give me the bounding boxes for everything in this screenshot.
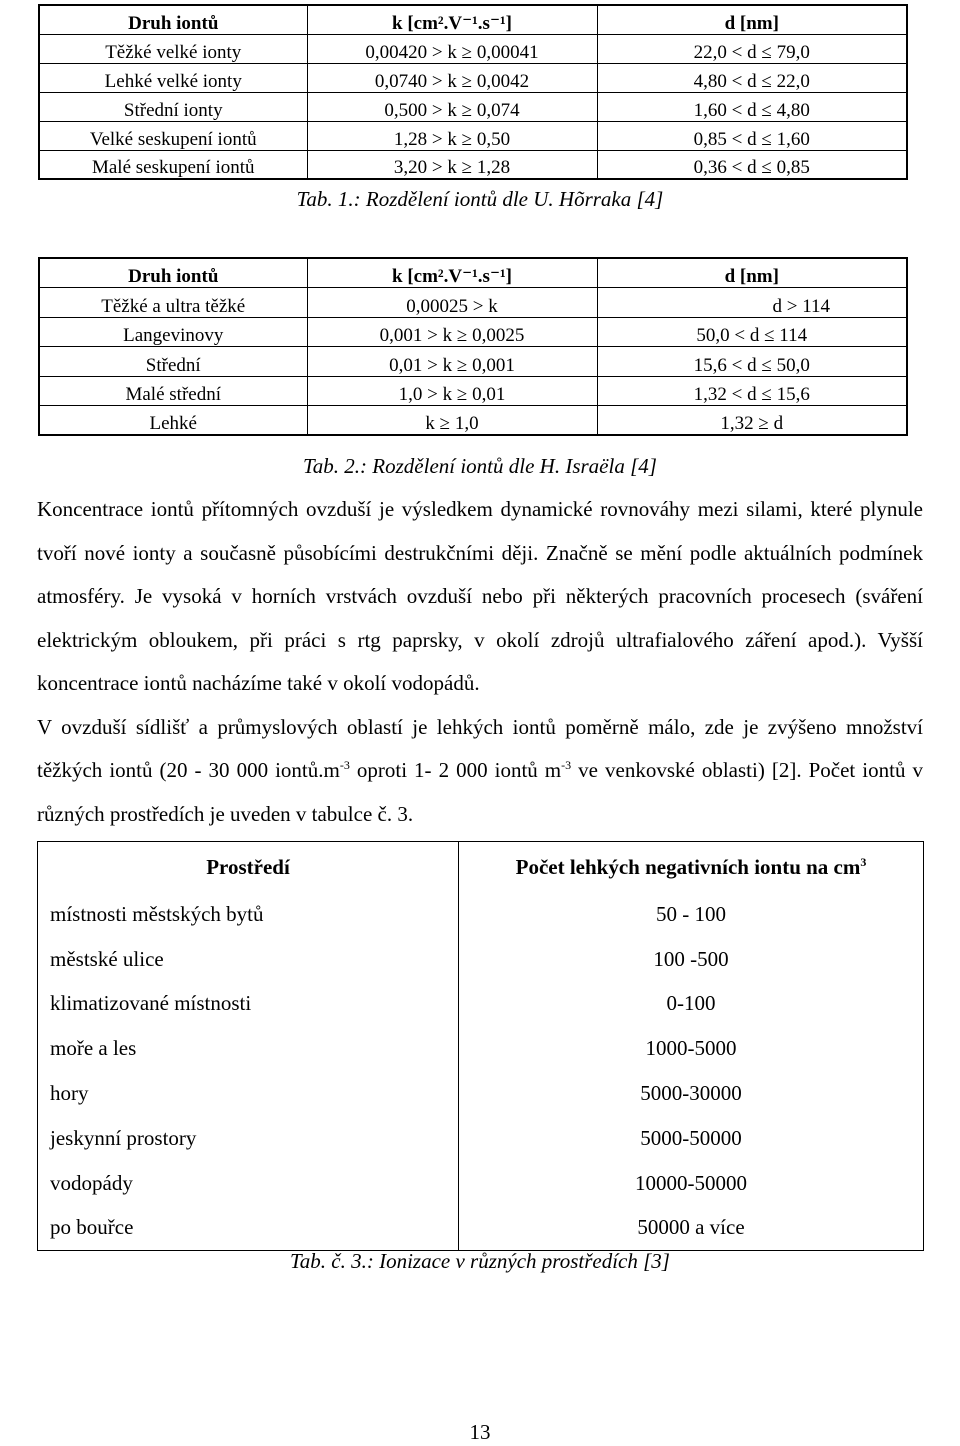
table-row [38,1026,924,1071]
table3-header-environment: Prostředí [38,842,459,893]
table3-header-count [459,842,924,893]
table3-cell: 1000-5000 [459,1026,924,1071]
table2-cell: Lehké [39,406,307,436]
table1-cell: Lehké velké ionty [39,63,307,92]
table1-header-type: Druh iontů [39,5,307,34]
table1-caption: Tab. 1.: Rozdělení iontů dle U. Hõrraka [4] [296,187,664,211]
table-row [38,982,924,1027]
table-row [38,1116,924,1161]
table1-cell: 0,00420 > k ≥ 0,00041 [307,34,597,63]
table2-cell: 1,32 < d ≤ 15,6 [597,376,907,406]
table-row [38,1071,924,1116]
table2-cell: 0,01 > k ≥ 0,001 [307,347,597,377]
table2-header-k: k [cm².V⁻¹.s⁻¹] [307,258,597,288]
table-row [38,1206,924,1251]
table1-cell: 0,500 > k ≥ 0,074 [307,92,597,121]
superscript: -3 [339,758,350,772]
superscript: 3 [860,854,867,869]
table2-cell: 1,0 > k ≥ 0,01 [307,376,597,406]
table3-cell: 5000-50000 [459,1116,924,1161]
table3-cell: hory [38,1071,459,1116]
table3-cell: 100 -500 [459,937,924,982]
table3-caption: Tab. č. 3.: Ionizace v různých prostředích [3] [290,1249,670,1273]
table2-cell: 15,6 < d ≤ 50,0 [597,347,907,377]
table3-cell: 0-100 [459,982,924,1027]
table1-cell: 0,0740 > k ≥ 0,0042 [307,63,597,92]
table1-cell: 1,60 < d ≤ 4,80 [597,92,907,121]
table3-cell: městské ulice [38,937,459,982]
table2-cell: 0,001 > k ≥ 0,0025 [307,317,597,347]
table1-cell: 4,80 < d ≤ 22,0 [597,63,907,92]
page-number: 13 [469,1420,491,1444]
paragraph-settlements [37,706,923,837]
table-row [38,1161,924,1206]
table2-cell: 50,0 < d ≤ 114 [597,317,907,347]
paragraph-concentration: Koncentrace iontů přítomných ovzduší je výsledkem dynamické rovnováhy mezi silami, které plynule tvoří nové ionty a současně působícími destrukčními ději. Značně se mění podle aktuálních podmínek atmosféry. Je vysoká v horních vrstvách ovzduší nebo při některých pracovních procesech (sváření elektrickým obloukem, při práci s rtg paprsky, v okolí zdrojů ultrafialového záření apod.). Vyšší koncentrace iontů nacházíme také v okolí vodopádů. [37,497,923,695]
table1-cell: 1,28 > k ≥ 0,50 [307,121,597,150]
table3-cell: klimatizované místnosti [38,982,459,1027]
table2-header-type: Druh iontů [39,258,307,288]
table2-header-d: d [nm] [597,258,907,288]
table3-cell: po bouřce [38,1206,459,1251]
table1-cell: Střední ionty [39,92,307,121]
table1-cell: 0,36 < d ≤ 0,85 [597,150,907,179]
table3-cell: místnosti městských bytů [38,892,459,937]
table1-cell: Velké seskupení iontů [39,121,307,150]
table-row [39,317,907,347]
table3-cell: 5000-30000 [459,1071,924,1116]
table-row [39,288,907,318]
table2-cell: Střední [39,347,307,377]
table2-cell: 1,32 ≥ d [597,406,907,436]
paragraph2-part-b: oproti 1- 2 000 iontů m [349,758,562,782]
paragraph2-part-a: V ovzduší sídlišť a průmyslových oblastí je lehkých iontů poměrně málo, zde je zvýšeno množství těžkých iontů (20 - 30 000 iontů.m [37,714,923,782]
table-row [39,92,907,121]
body-text [37,488,923,836]
table2-cell: Těžké a ultra těžké [39,288,307,318]
table1-header-k: k [cm².V⁻¹.s⁻¹] [307,5,597,34]
ionization-table [37,841,924,1251]
table3-cell: moře a les [38,1026,459,1071]
table-row [38,892,924,937]
table3-cell: 50 - 100 [459,892,924,937]
table-row [39,63,907,92]
superscript: -3 [561,758,572,772]
table3-cell: 50000 a více [459,1206,924,1251]
table-row [38,937,924,982]
table2-cell: k ≥ 1,0 [307,406,597,436]
table1-cell: Těžké velké ionty [39,34,307,63]
table-row [39,34,907,63]
table2-cell: 0,00025 > k [307,288,597,318]
table3-cell: jeskynní prostory [38,1116,459,1161]
table-row [39,150,907,179]
ion-table-horrak [38,4,908,180]
table2-caption: Tab. 2.: Rozdělení iontů dle H. Israëla [4] [303,454,657,478]
paragraph2-part-c: ve venkovské oblasti) [2]. Počet iontů v různých prostředích je uveden v tabulce č. 3. [37,758,923,826]
table1-cell: Malé seskupení iontů [39,150,307,179]
table-row [39,347,907,377]
table3-cell: vodopády [38,1161,459,1206]
table1-cell: 22,0 < d ≤ 79,0 [597,34,907,63]
table-row [39,121,907,150]
table1-cell: 0,85 < d ≤ 1,60 [597,121,907,150]
table3-cell: 10000-50000 [459,1161,924,1206]
table1-header-d: d [nm] [597,5,907,34]
table2-cell: d > 114 [597,288,907,318]
table2-cell: Langevinovy [39,317,307,347]
table2-cell: Malé střední [39,376,307,406]
table-row [39,406,907,436]
table1-cell: 3,20 > k ≥ 1,28 [307,150,597,179]
table3-header-count-text: Počet lehkých negativních iontu na cm [515,854,861,879]
ion-table-israel [38,257,908,436]
table-row [39,376,907,406]
